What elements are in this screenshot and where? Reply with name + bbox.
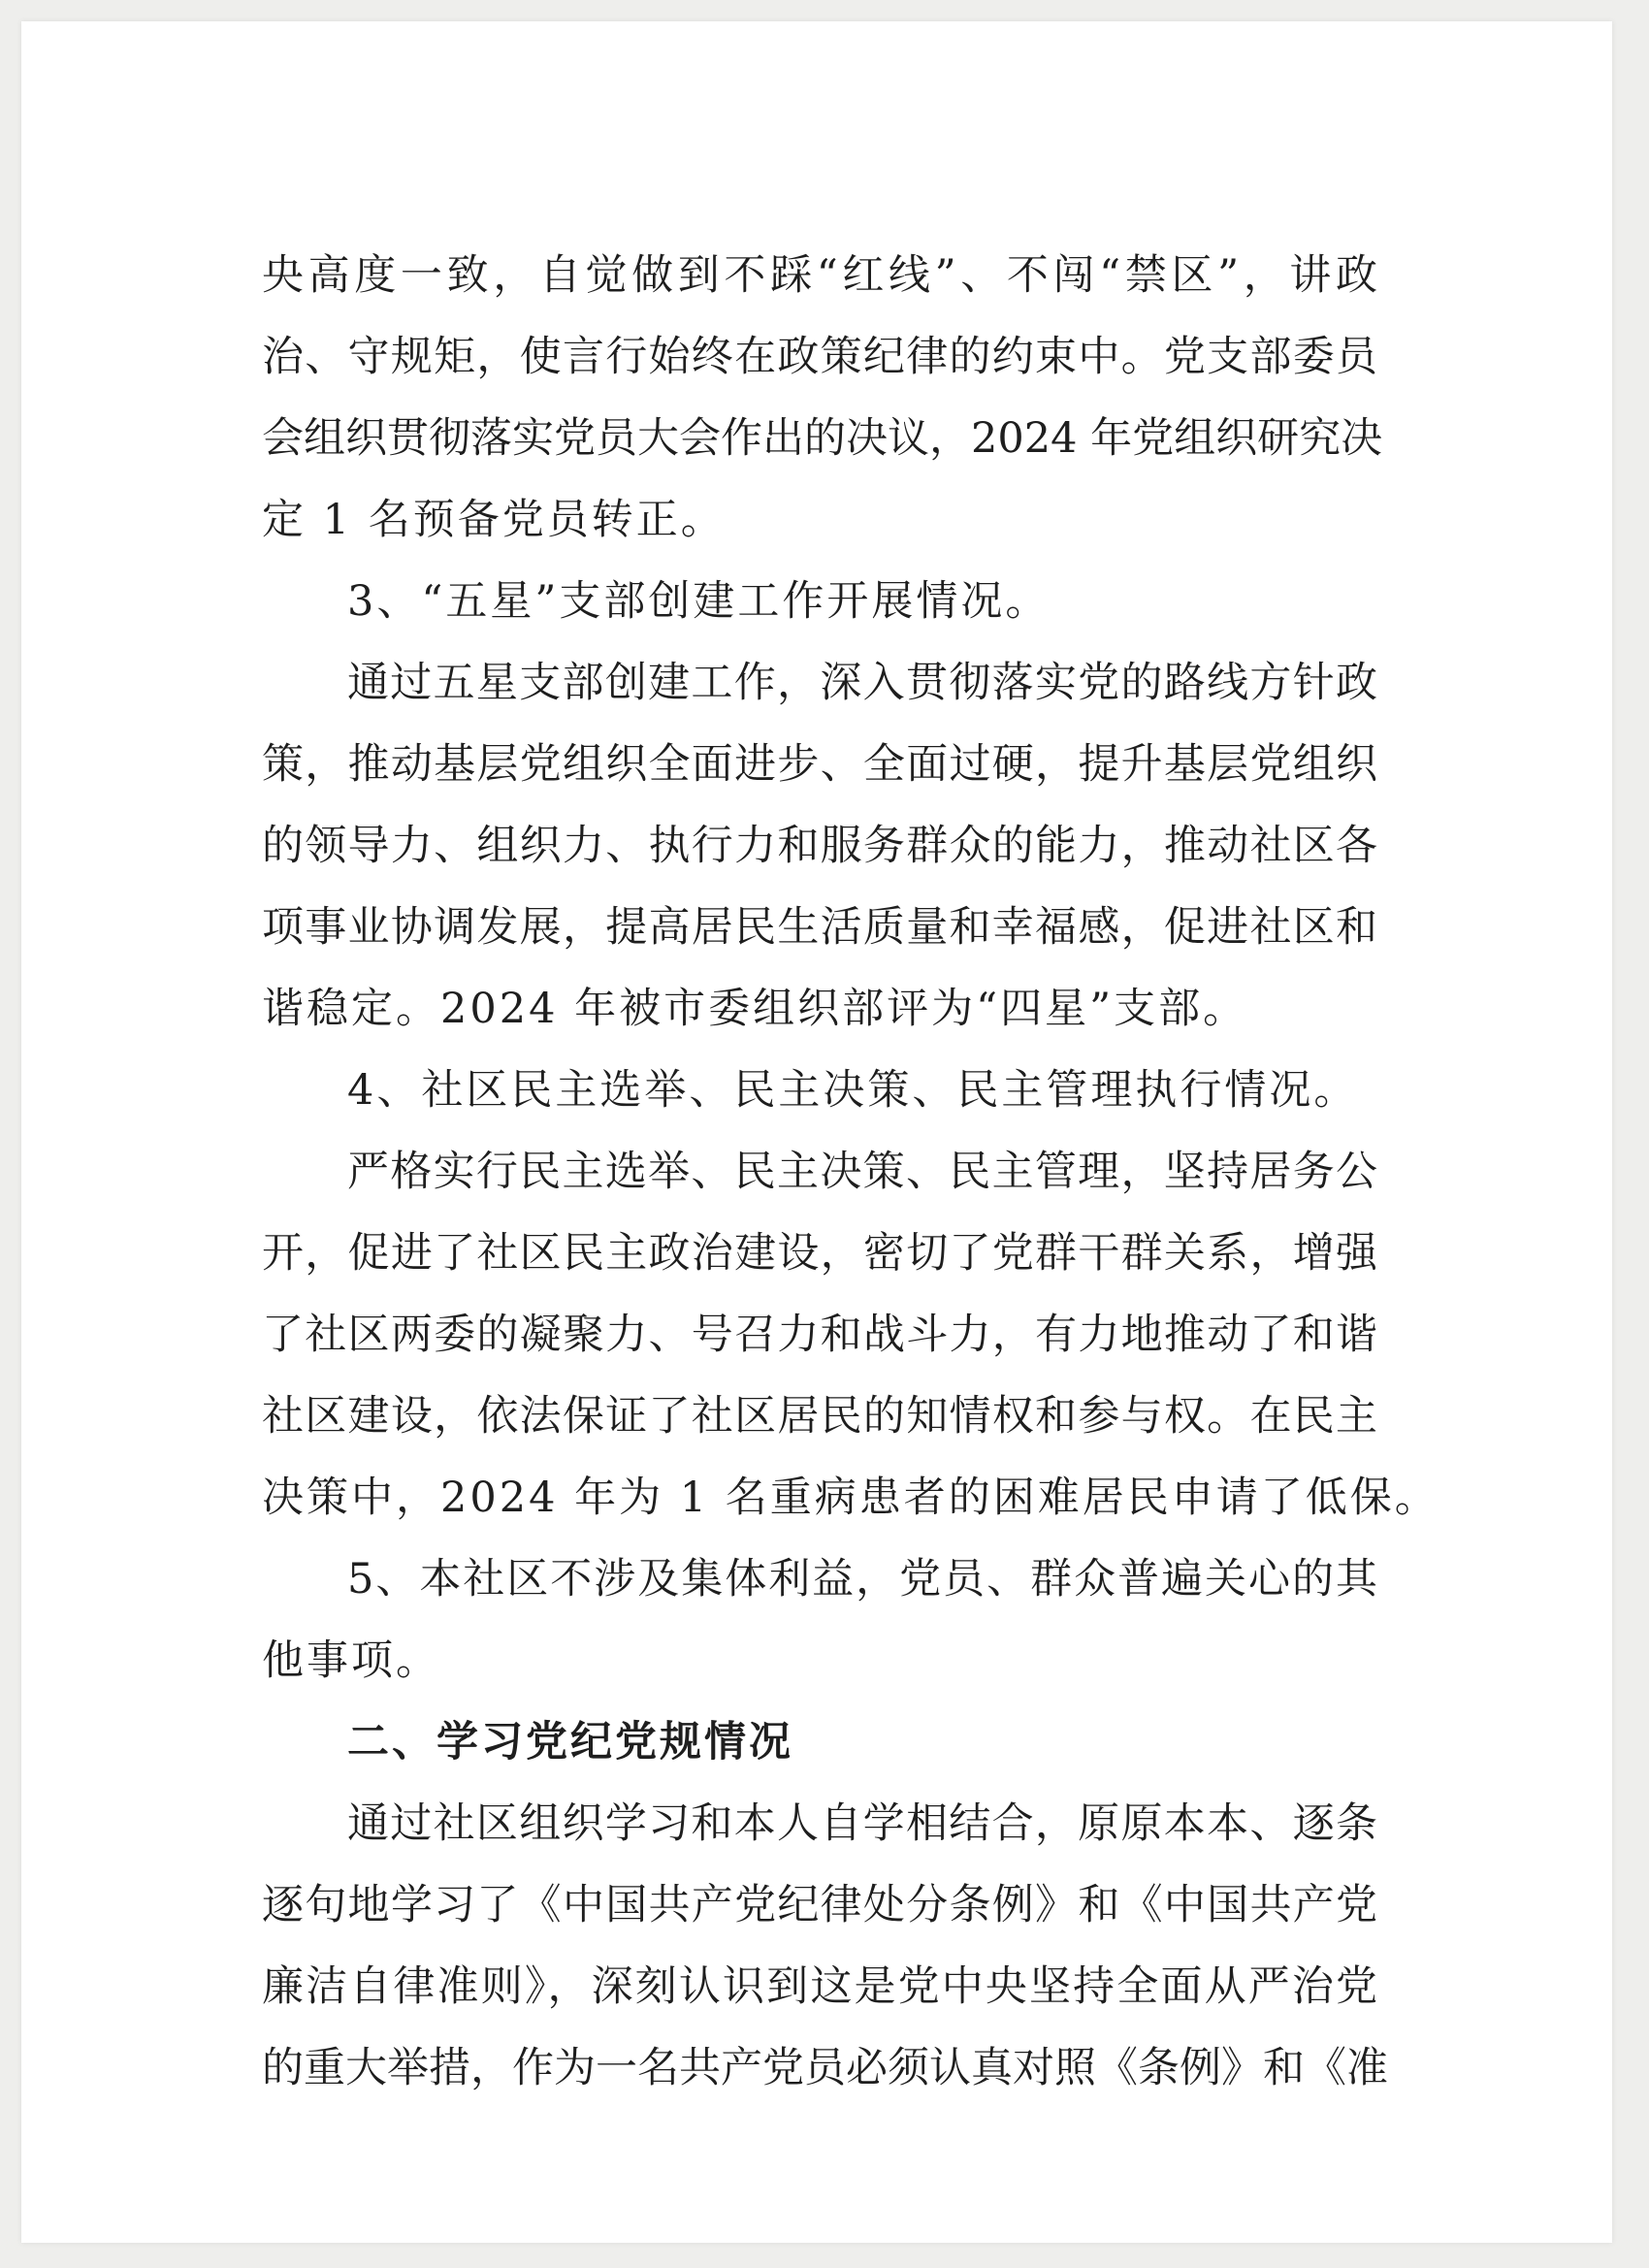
section-2-heading: 二、学习党纪党规情况 xyxy=(347,1718,793,1766)
text-line: 了社区两委的凝聚力、号召力和战斗力，有力地推动了和谐 xyxy=(262,1311,1377,1359)
body-text xyxy=(262,235,1439,2109)
text-line: 的重大举措，作为一名共产党员必须认真对照《条例》和《准 xyxy=(262,2044,1388,2092)
text-line: 通过五星支部创建工作，深入贯彻落实党的路线方针政 xyxy=(347,659,1377,707)
text-line: 央高度一致，自觉做到不踩“红线”、不闯“禁区”，讲政 xyxy=(262,251,1377,300)
item-3-heading: 3、“五星”支部创建工作开展情况。 xyxy=(347,577,1051,626)
text-line: 的领导力、组织力、执行力和服务群众的能力，推动社区各 xyxy=(262,822,1377,870)
text-line: 逐句地学习了《中国共产党纪律处分条例》和《中国共产党 xyxy=(262,1881,1377,1929)
text-line: 治、守规矩，使言行始终在政策纪律的约束中。党支部委员 xyxy=(262,333,1377,381)
text-line: 社区建设，依法保证了社区居民的知情权和参与权。在民主 xyxy=(262,1392,1377,1441)
text-line: 决策中，2024 年为 1 名重病患者的困难居民申请了低保。 xyxy=(262,1474,1439,1522)
item-5-text: 5、本社区不涉及集体利益，党员、群众普遍关心的其 xyxy=(347,1555,1377,1604)
text-line: 会组织贯彻落实党员大会作出的决议，2024 年党组织研究决 xyxy=(262,414,1383,463)
text-line: 开，促进了社区民主政治建设，密切了党群干群关系，增强 xyxy=(262,1229,1377,1278)
text-line: 项事业协调发展，提高居民生活质量和幸福感，促进社区和 xyxy=(262,903,1377,952)
text-line: 谐稳定。2024 年被市委组织部评为“四星”支部。 xyxy=(262,985,1248,1033)
text-line: 策，推动基层党组织全面进步、全面过硬，提升基层党组织 xyxy=(262,740,1377,789)
text-line: 廉洁自律准则》，深刻认识到这是党中央坚持全面从严治党 xyxy=(262,1962,1377,2011)
item-4-heading: 4、社区民主选举、民主决策、民主管理执行情况。 xyxy=(347,1066,1359,1115)
text-line: 定 1 名预备党员转正。 xyxy=(262,496,726,544)
document-page xyxy=(21,21,1612,2243)
text-line: 严格实行民主选举、民主决策、民主管理，坚持居务公 xyxy=(347,1148,1377,1196)
text-line: 通过社区组织学习和本人自学相结合，原原本本、逐条 xyxy=(347,1799,1377,1848)
text-line: 他事项。 xyxy=(262,1636,440,1685)
